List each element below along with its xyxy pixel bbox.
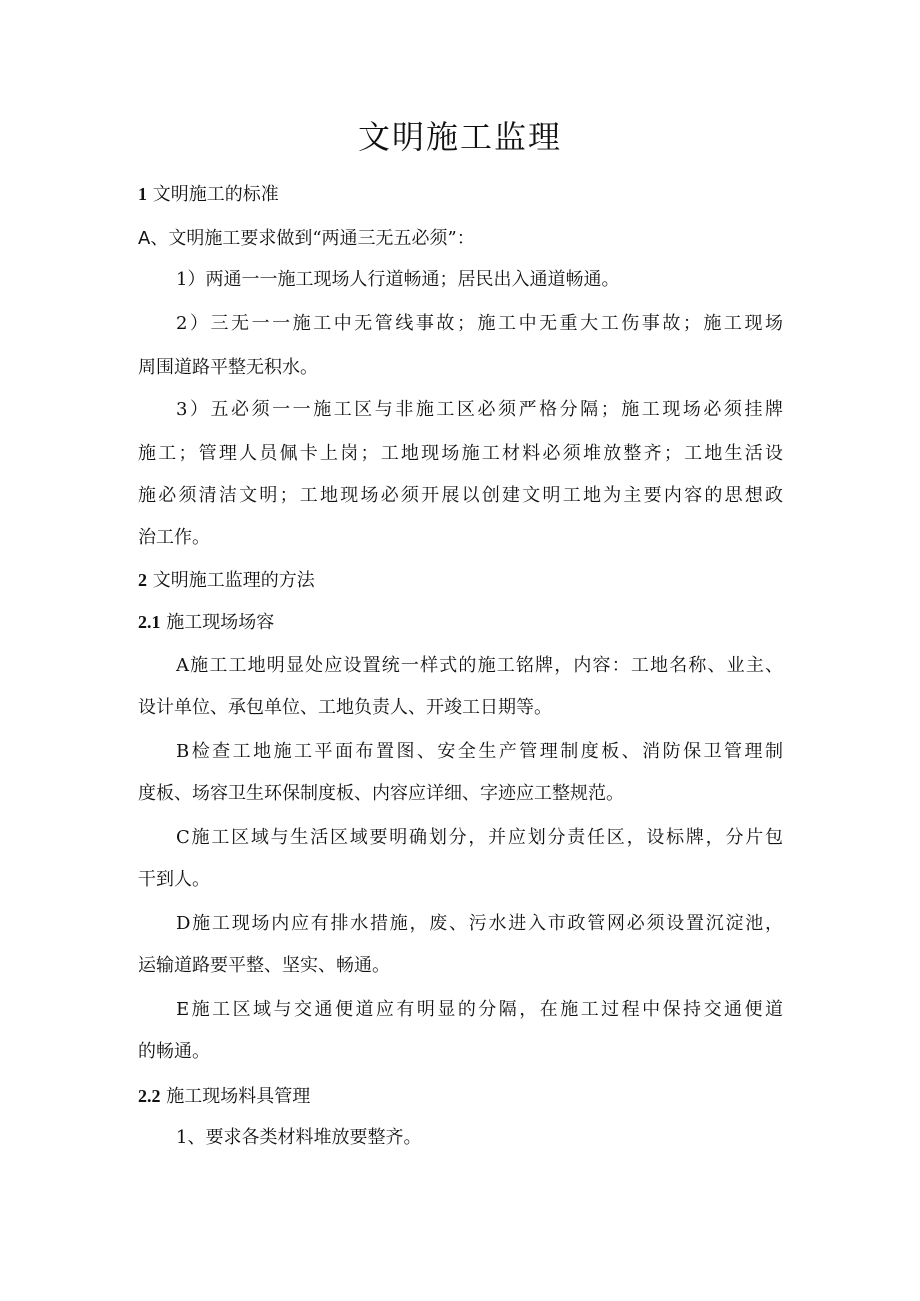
paragraph-line: A施工工地明显处应设置统一样式的施工铭牌，内容：工地名称、业主、 [176,655,783,676]
item-label: A [138,228,151,249]
page-title: 文明施工监理 [357,118,562,156]
section-1-heading [138,180,783,209]
item-text: 、文明施工要求做到“两通三无五必须”： [150,228,475,249]
section-2-2-heading [138,1082,783,1111]
paragraph-line: 2）三无一一施工中无管线事故；施工中无重大工伤事故；施工现场 [176,313,783,334]
paragraph-line: 度板、场容卫生环保制度板、内容应详细、字迹应工整规范。 [138,783,624,804]
paragraph-line: 施必须清洁文明；工地现场必须开展以创建文明工地为主要内容的思想政 [138,485,783,506]
paragraph-line: 的畅通。 [138,1041,210,1062]
paragraph-line: 运输道路要平整、坚实、畅通。 [138,955,390,976]
section-number: 1 [138,184,147,204]
section-title: 施工现场场容 [166,612,275,633]
section-2-1-heading [138,608,783,637]
paragraph-line: C施工区域与生活区域要明确划分，并应划分责任区，设标牌，分片包 [176,827,783,848]
section-number: 2 [138,570,147,590]
paragraph-line: D施工现场内应有排水措施，废、污水进入市政管网必须设置沉淀池， [176,913,783,934]
section-title: 文明施工的标准 [152,184,279,205]
paragraph-line: 3）五必须一一施工区与非施工区必须严格分隔；施工现场必须挂牌 [176,399,783,420]
paragraph-line: 设计单位、承包单位、工地负责人、开竣工日期等。 [138,697,552,718]
paragraph-line: 施工；管理人员佩卡上岗；工地现场施工材料必须堆放整齐；工地生活设 [138,443,783,464]
paragraph-line: 干到人。 [138,869,210,890]
section-2-heading [138,566,783,595]
section-title: 施工现场料具管理 [166,1086,311,1107]
paragraph-line: B检查工地施工平面布置图、安全生产管理制度板、消防保卫管理制 [176,741,783,762]
section-number: 2.1 [138,612,161,632]
section-number: 2.2 [138,1086,161,1106]
paragraph-line: 周围道路平整无积水。 [138,357,318,378]
requirement-intro [138,225,783,253]
paragraph-line: 1、要求各类材料堆放要整齐。 [176,1127,422,1148]
paragraph-line: 治工作。 [138,527,210,548]
paragraph-line: 1）两通一一施工现场人行道畅通；居民出入通道畅通。 [176,269,620,290]
section-title: 文明施工监理的方法 [152,570,315,591]
paragraph-line: E施工区域与交通便道应有明显的分隔，在施工过程中保持交通便道 [176,999,783,1020]
